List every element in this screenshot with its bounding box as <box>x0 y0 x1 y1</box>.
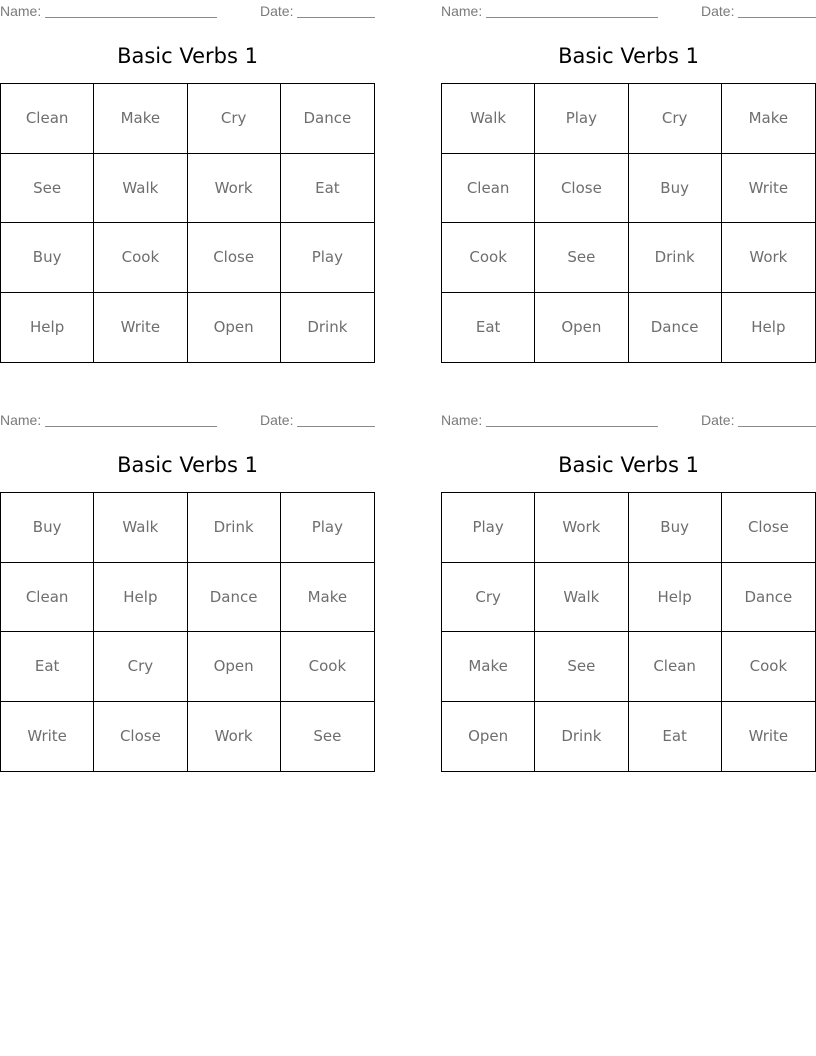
name-blank-line <box>45 426 217 427</box>
grid-cell: Help <box>751 318 786 337</box>
grid-cell: Help <box>629 563 722 633</box>
name-blank-line <box>486 426 658 427</box>
grid-cell: See <box>1 154 94 224</box>
grid-cell: See <box>313 727 342 746</box>
card-title: Basic Verbs 1 <box>558 44 699 68</box>
grid-cell: Dance <box>188 563 281 633</box>
grid-cell: Buy <box>629 154 722 224</box>
grid-cell: Help <box>1 293 94 363</box>
grid-cell: Make <box>94 84 187 154</box>
name-label: Name: <box>0 3 42 19</box>
card-title: Basic Verbs 1 <box>117 44 258 68</box>
grid-cell: Eat <box>1 632 94 702</box>
grid-cell: Walk <box>442 84 535 154</box>
grid-cell: Close <box>188 223 281 293</box>
bingo-grid <box>441 83 816 363</box>
grid-cell: Clean <box>1 563 94 633</box>
date-blank-line <box>738 426 816 427</box>
grid-cell: Work <box>535 493 628 563</box>
grid-cell: Buy <box>629 493 722 563</box>
grid-cell: Dance <box>281 84 374 154</box>
card-title: Basic Verbs 1 <box>558 453 699 477</box>
grid-cell: Open <box>188 632 281 702</box>
card-header <box>441 3 816 21</box>
date-label: Date: <box>260 412 294 428</box>
grid-cell: Cry <box>94 632 187 702</box>
name-label: Name: <box>0 412 42 428</box>
name-label: Name: <box>441 3 483 19</box>
grid-cell: Write <box>722 154 815 224</box>
bingo-grid <box>0 83 375 363</box>
grid-cell: Work <box>188 702 281 772</box>
grid-cell: Close <box>535 154 628 224</box>
grid-cell: Close <box>722 493 815 563</box>
bingo-grid <box>441 492 816 772</box>
date-label: Date: <box>701 412 735 428</box>
grid-cell: Write <box>94 293 187 363</box>
date-label: Date: <box>701 3 735 19</box>
grid-cell: Make <box>281 563 374 633</box>
grid-cell: Drink <box>535 702 628 772</box>
grid-cell: Open <box>442 702 535 772</box>
grid-cell: Cook <box>442 223 535 293</box>
grid-cell: Cry <box>629 84 722 154</box>
bingo-card-3 <box>0 409 375 781</box>
grid-cell: Cry <box>188 84 281 154</box>
grid-cell: Clean <box>629 632 722 702</box>
grid-cell: Open <box>535 293 628 363</box>
grid-cell: Dance <box>629 293 722 363</box>
grid-cell: Make <box>442 632 535 702</box>
grid-cell: Cook <box>722 632 815 702</box>
grid-cell: Work <box>722 223 815 293</box>
grid-cell: Write <box>748 727 789 746</box>
bingo-card-4 <box>441 409 816 781</box>
bingo-card-1 <box>0 0 375 372</box>
grid-cell: Eat <box>281 154 374 224</box>
name-blank-line <box>45 17 217 18</box>
grid-cell: Drink <box>629 223 722 293</box>
bingo-grid <box>0 492 375 772</box>
grid-cell: Buy <box>1 223 94 293</box>
grid-cell: Open <box>188 293 281 363</box>
date-label: Date: <box>260 3 294 19</box>
grid-cell: Drink <box>307 318 348 337</box>
name-blank-line <box>486 17 658 18</box>
grid-cell: Close <box>94 702 187 772</box>
grid-cell: Clean <box>1 84 94 154</box>
grid-cell: Drink <box>188 493 281 563</box>
grid-cell: Write <box>1 702 94 772</box>
grid-cell: Make <box>722 84 815 154</box>
date-blank-line <box>297 17 375 18</box>
name-label: Name: <box>441 412 483 428</box>
grid-cell: Cook <box>94 223 187 293</box>
grid-cell: Help <box>94 563 187 633</box>
grid-cell: See <box>535 632 628 702</box>
grid-cell: Buy <box>1 493 94 563</box>
grid-cell: Play <box>281 223 374 293</box>
grid-cell: Play <box>442 493 535 563</box>
grid-cell: Cook <box>281 632 374 702</box>
date-blank-line <box>297 426 375 427</box>
card-header <box>441 412 816 430</box>
date-blank-line <box>738 17 816 18</box>
card-header <box>0 3 375 21</box>
grid-cell: Dance <box>722 563 815 633</box>
grid-cell: Walk <box>94 493 187 563</box>
grid-cell: Cry <box>442 563 535 633</box>
card-header <box>0 412 375 430</box>
grid-cell: Work <box>188 154 281 224</box>
bingo-card-2 <box>441 0 816 372</box>
grid-cell: Play <box>281 493 374 563</box>
grid-cell: Eat <box>442 293 535 363</box>
grid-cell: Walk <box>535 563 628 633</box>
grid-cell: Walk <box>94 154 187 224</box>
grid-cell: See <box>535 223 628 293</box>
grid-cell: Eat <box>629 702 722 772</box>
grid-cell: Play <box>535 84 628 154</box>
card-title: Basic Verbs 1 <box>117 453 258 477</box>
grid-cell: Clean <box>442 154 535 224</box>
